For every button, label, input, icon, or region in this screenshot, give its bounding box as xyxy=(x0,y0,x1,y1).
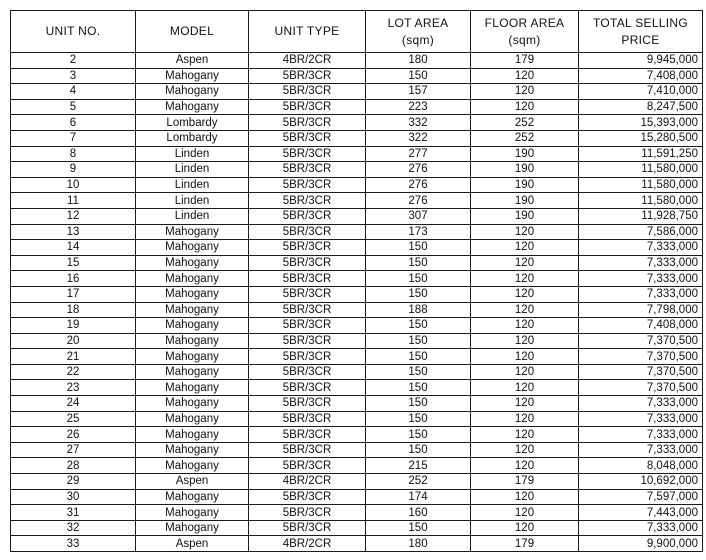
table-row xyxy=(11,224,703,240)
total-price-cell: 9,945,000 xyxy=(579,53,703,69)
lot-area-cell: 322 xyxy=(366,130,471,146)
total-price-cell: 7,408,000 xyxy=(579,318,703,334)
model-cell: Mahogany xyxy=(136,286,249,302)
unit-type-cell: 5BR/3CR xyxy=(249,489,366,505)
lot-area-cell: 150 xyxy=(366,240,471,256)
table-header-row xyxy=(11,11,703,53)
total-price-cell: 7,333,000 xyxy=(579,255,703,271)
floor-area-cell: 190 xyxy=(471,162,579,178)
unit-no-cell: 4 xyxy=(11,84,136,100)
lot-area-cell: 180 xyxy=(366,536,471,552)
unit-no-cell: 7 xyxy=(11,130,136,146)
floor-area-cell: 120 xyxy=(471,224,579,240)
unit-type-cell: 5BR/3CR xyxy=(249,396,366,412)
lot-area-cell: 276 xyxy=(366,162,471,178)
unit-no-cell: 3 xyxy=(11,68,136,84)
floor-area-cell: 120 xyxy=(471,458,579,474)
total-price-cell: 15,393,000 xyxy=(579,115,703,131)
unit-no-cell: 23 xyxy=(11,380,136,396)
floor-area-cell: 120 xyxy=(471,396,579,412)
unit-no-cell: 15 xyxy=(11,255,136,271)
unit-no-cell: 10 xyxy=(11,177,136,193)
table-row xyxy=(11,364,703,380)
unit-no-cell: 25 xyxy=(11,411,136,427)
floor-area-cell: 120 xyxy=(471,255,579,271)
unit-type-cell: 5BR/3CR xyxy=(249,364,366,380)
total-price-cell: 11,591,250 xyxy=(579,146,703,162)
floor-area-cell: 120 xyxy=(471,442,579,458)
lot-area-cell: 150 xyxy=(366,520,471,536)
model-cell: Mahogany xyxy=(136,349,249,365)
unit-type-cell: 5BR/3CR xyxy=(249,427,366,443)
unit-type-cell: 5BR/3CR xyxy=(249,520,366,536)
lot-area-cell: 307 xyxy=(366,208,471,224)
unit-no-cell: 18 xyxy=(11,302,136,318)
total-price-cell: 8,048,000 xyxy=(579,458,703,474)
floor-area-cell: 120 xyxy=(471,302,579,318)
lot-area-cell: 150 xyxy=(366,396,471,412)
table-row xyxy=(11,208,703,224)
unit-type-cell: 5BR/3CR xyxy=(249,193,366,209)
table-row xyxy=(11,302,703,318)
table-row xyxy=(11,240,703,256)
unit-type-cell: 5BR/3CR xyxy=(249,458,366,474)
unit-type-cell: 5BR/3CR xyxy=(249,146,366,162)
total-price-cell: 9,900,000 xyxy=(579,536,703,552)
lot-area-cell: 150 xyxy=(366,68,471,84)
unit-type-cell: 4BR/2CR xyxy=(249,474,366,490)
header-unit-type: UNIT TYPE xyxy=(249,11,366,53)
lot-area-cell: 252 xyxy=(366,474,471,490)
unit-type-cell: 5BR/3CR xyxy=(249,442,366,458)
model-cell: Mahogany xyxy=(136,271,249,287)
model-cell: Mahogany xyxy=(136,505,249,521)
total-price-cell: 7,586,000 xyxy=(579,224,703,240)
lot-area-cell: 150 xyxy=(366,411,471,427)
total-price-cell: 7,597,000 xyxy=(579,489,703,505)
model-cell: Mahogany xyxy=(136,68,249,84)
lot-area-cell: 150 xyxy=(366,271,471,287)
table-row xyxy=(11,458,703,474)
floor-area-cell: 120 xyxy=(471,240,579,256)
unit-type-cell: 4BR/2CR xyxy=(249,53,366,69)
lot-area-cell: 150 xyxy=(366,255,471,271)
total-price-cell: 7,333,000 xyxy=(579,520,703,536)
total-price-cell: 7,333,000 xyxy=(579,442,703,458)
model-cell: Aspen xyxy=(136,53,249,69)
model-cell: Mahogany xyxy=(136,427,249,443)
model-cell: Mahogany xyxy=(136,224,249,240)
model-cell: Mahogany xyxy=(136,396,249,412)
unit-no-cell: 17 xyxy=(11,286,136,302)
total-price-cell: 11,580,000 xyxy=(579,177,703,193)
lot-area-cell: 277 xyxy=(366,146,471,162)
model-cell: Mahogany xyxy=(136,364,249,380)
floor-area-cell: 120 xyxy=(471,318,579,334)
unit-no-cell: 28 xyxy=(11,458,136,474)
lot-area-cell: 157 xyxy=(366,84,471,100)
unit-type-cell: 5BR/3CR xyxy=(249,380,366,396)
total-price-cell: 7,333,000 xyxy=(579,271,703,287)
unit-type-cell: 5BR/3CR xyxy=(249,68,366,84)
model-cell: Mahogany xyxy=(136,84,249,100)
unit-type-cell: 5BR/3CR xyxy=(249,208,366,224)
lot-area-cell: 180 xyxy=(366,53,471,69)
header-floor-area: FLOOR AREA (sqm) xyxy=(471,11,579,53)
unit-type-cell: 5BR/3CR xyxy=(249,255,366,271)
floor-area-cell: 120 xyxy=(471,427,579,443)
unit-type-cell: 5BR/3CR xyxy=(249,271,366,287)
model-cell: Mahogany xyxy=(136,380,249,396)
unit-no-cell: 21 xyxy=(11,349,136,365)
model-cell: Linden xyxy=(136,208,249,224)
floor-area-cell: 179 xyxy=(471,474,579,490)
lot-area-cell: 276 xyxy=(366,177,471,193)
floor-area-cell: 120 xyxy=(471,364,579,380)
unit-no-cell: 29 xyxy=(11,474,136,490)
model-cell: Lombardy xyxy=(136,115,249,131)
table-body xyxy=(11,53,703,552)
floor-area-cell: 120 xyxy=(471,411,579,427)
floor-area-cell: 190 xyxy=(471,146,579,162)
table-row xyxy=(11,380,703,396)
floor-area-cell: 190 xyxy=(471,193,579,209)
table-row xyxy=(11,333,703,349)
model-cell: Mahogany xyxy=(136,520,249,536)
unit-type-cell: 5BR/3CR xyxy=(249,505,366,521)
model-cell: Linden xyxy=(136,162,249,178)
lot-area-cell: 150 xyxy=(366,364,471,380)
lot-area-cell: 215 xyxy=(366,458,471,474)
lot-area-cell: 276 xyxy=(366,193,471,209)
unit-type-cell: 5BR/3CR xyxy=(249,240,366,256)
total-price-cell: 15,280,500 xyxy=(579,130,703,146)
model-cell: Mahogany xyxy=(136,458,249,474)
table-row xyxy=(11,193,703,209)
table-row xyxy=(11,396,703,412)
table-row xyxy=(11,489,703,505)
total-price-cell: 7,333,000 xyxy=(579,427,703,443)
lot-area-cell: 223 xyxy=(366,99,471,115)
unit-type-cell: 5BR/3CR xyxy=(249,115,366,131)
unit-type-cell: 5BR/3CR xyxy=(249,177,366,193)
model-cell: Mahogany xyxy=(136,411,249,427)
unit-no-cell: 32 xyxy=(11,520,136,536)
floor-area-cell: 120 xyxy=(471,68,579,84)
header-model: MODEL xyxy=(136,11,249,53)
floor-area-cell: 190 xyxy=(471,177,579,193)
unit-no-cell: 20 xyxy=(11,333,136,349)
unit-no-cell: 11 xyxy=(11,193,136,209)
floor-area-cell: 190 xyxy=(471,208,579,224)
total-price-cell: 7,798,000 xyxy=(579,302,703,318)
lot-area-cell: 174 xyxy=(366,489,471,505)
lot-area-cell: 160 xyxy=(366,505,471,521)
model-cell: Linden xyxy=(136,146,249,162)
lot-area-cell: 150 xyxy=(366,318,471,334)
lot-area-cell: 150 xyxy=(366,442,471,458)
table-row xyxy=(11,162,703,178)
floor-area-cell: 252 xyxy=(471,130,579,146)
unit-no-cell: 8 xyxy=(11,146,136,162)
model-cell: Aspen xyxy=(136,474,249,490)
total-price-cell: 7,333,000 xyxy=(579,286,703,302)
unit-type-cell: 5BR/3CR xyxy=(249,286,366,302)
table-row xyxy=(11,84,703,100)
table-row xyxy=(11,130,703,146)
lot-area-cell: 150 xyxy=(366,349,471,365)
table-row xyxy=(11,68,703,84)
unit-no-cell: 16 xyxy=(11,271,136,287)
unit-type-cell: 5BR/3CR xyxy=(249,84,366,100)
unit-type-cell: 5BR/3CR xyxy=(249,302,366,318)
total-price-cell: 11,580,000 xyxy=(579,193,703,209)
table-row xyxy=(11,255,703,271)
table-row xyxy=(11,505,703,521)
unit-no-cell: 33 xyxy=(11,536,136,552)
total-price-cell: 7,410,000 xyxy=(579,84,703,100)
total-price-cell: 7,333,000 xyxy=(579,396,703,412)
table-row xyxy=(11,318,703,334)
total-price-cell: 7,333,000 xyxy=(579,411,703,427)
total-price-cell: 7,333,000 xyxy=(579,240,703,256)
total-price-cell: 8,247,500 xyxy=(579,99,703,115)
unit-no-cell: 6 xyxy=(11,115,136,131)
unit-type-cell: 5BR/3CR xyxy=(249,130,366,146)
model-cell: Mahogany xyxy=(136,442,249,458)
model-cell: Mahogany xyxy=(136,255,249,271)
table-row xyxy=(11,99,703,115)
lot-area-cell: 188 xyxy=(366,302,471,318)
table-row xyxy=(11,349,703,365)
unit-no-cell: 26 xyxy=(11,427,136,443)
model-cell: Aspen xyxy=(136,536,249,552)
model-cell: Linden xyxy=(136,193,249,209)
table-row xyxy=(11,115,703,131)
unit-type-cell: 5BR/3CR xyxy=(249,333,366,349)
lot-area-cell: 150 xyxy=(366,333,471,349)
floor-area-cell: 120 xyxy=(471,333,579,349)
unit-no-cell: 19 xyxy=(11,318,136,334)
unit-price-table xyxy=(10,10,703,552)
unit-no-cell: 30 xyxy=(11,489,136,505)
floor-area-cell: 120 xyxy=(471,489,579,505)
table-row xyxy=(11,146,703,162)
table-row xyxy=(11,536,703,552)
table-row xyxy=(11,520,703,536)
floor-area-cell: 120 xyxy=(471,349,579,365)
table-row xyxy=(11,286,703,302)
table-row xyxy=(11,411,703,427)
model-cell: Mahogany xyxy=(136,99,249,115)
total-price-cell: 7,370,500 xyxy=(579,380,703,396)
unit-no-cell: 31 xyxy=(11,505,136,521)
model-cell: Mahogany xyxy=(136,489,249,505)
total-price-cell: 7,408,000 xyxy=(579,68,703,84)
unit-no-cell: 24 xyxy=(11,396,136,412)
unit-type-cell: 5BR/3CR xyxy=(249,224,366,240)
table-row xyxy=(11,177,703,193)
model-cell: Mahogany xyxy=(136,318,249,334)
total-price-cell: 11,928,750 xyxy=(579,208,703,224)
floor-area-cell: 120 xyxy=(471,520,579,536)
header-total-selling-price: TOTAL SELLING PRICE xyxy=(579,11,703,53)
floor-area-cell: 120 xyxy=(471,380,579,396)
lot-area-cell: 150 xyxy=(366,380,471,396)
total-price-cell: 7,370,500 xyxy=(579,333,703,349)
unit-type-cell: 5BR/3CR xyxy=(249,99,366,115)
model-cell: Mahogany xyxy=(136,240,249,256)
floor-area-cell: 120 xyxy=(471,505,579,521)
unit-no-cell: 27 xyxy=(11,442,136,458)
floor-area-cell: 252 xyxy=(471,115,579,131)
header-unit-no: UNIT NO. xyxy=(11,11,136,53)
total-price-cell: 11,580,000 xyxy=(579,162,703,178)
table-row xyxy=(11,474,703,490)
floor-area-cell: 179 xyxy=(471,536,579,552)
unit-no-cell: 2 xyxy=(11,53,136,69)
model-cell: Linden xyxy=(136,177,249,193)
floor-area-cell: 179 xyxy=(471,53,579,69)
unit-no-cell: 22 xyxy=(11,364,136,380)
floor-area-cell: 120 xyxy=(471,84,579,100)
floor-area-cell: 120 xyxy=(471,99,579,115)
unit-no-cell: 12 xyxy=(11,208,136,224)
unit-type-cell: 5BR/3CR xyxy=(249,411,366,427)
unit-type-cell: 4BR/2CR xyxy=(249,536,366,552)
total-price-cell: 7,443,000 xyxy=(579,505,703,521)
unit-no-cell: 13 xyxy=(11,224,136,240)
floor-area-cell: 120 xyxy=(471,286,579,302)
model-cell: Mahogany xyxy=(136,302,249,318)
lot-area-cell: 150 xyxy=(366,286,471,302)
table-row xyxy=(11,53,703,69)
lot-area-cell: 150 xyxy=(366,427,471,443)
table-row xyxy=(11,271,703,287)
price-list-document xyxy=(10,10,703,552)
unit-type-cell: 5BR/3CR xyxy=(249,162,366,178)
total-price-cell: 7,370,500 xyxy=(579,364,703,380)
table-row xyxy=(11,442,703,458)
table-row xyxy=(11,427,703,443)
floor-area-cell: 120 xyxy=(471,271,579,287)
header-lot-area: LOT AREA (sqm) xyxy=(366,11,471,53)
unit-type-cell: 5BR/3CR xyxy=(249,318,366,334)
unit-no-cell: 14 xyxy=(11,240,136,256)
lot-area-cell: 173 xyxy=(366,224,471,240)
unit-no-cell: 9 xyxy=(11,162,136,178)
model-cell: Lombardy xyxy=(136,130,249,146)
unit-no-cell: 5 xyxy=(11,99,136,115)
lot-area-cell: 332 xyxy=(366,115,471,131)
unit-type-cell: 5BR/3CR xyxy=(249,349,366,365)
total-price-cell: 10,692,000 xyxy=(579,474,703,490)
total-price-cell: 7,370,500 xyxy=(579,349,703,365)
model-cell: Mahogany xyxy=(136,333,249,349)
